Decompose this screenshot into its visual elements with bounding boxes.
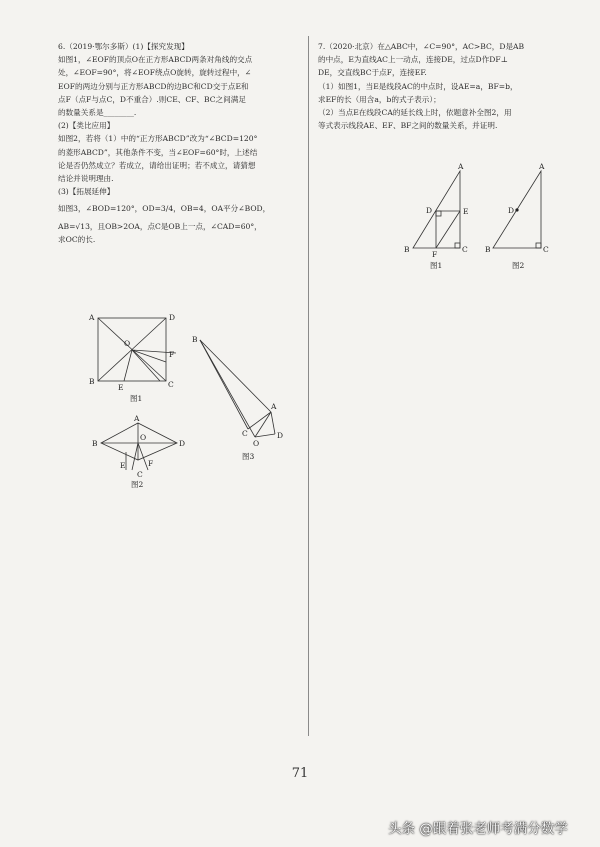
label-c: C — [242, 429, 248, 438]
segment-ac — [248, 412, 271, 429]
label-b: B — [92, 439, 98, 448]
segment-ad — [271, 412, 275, 434]
ray-oe-2 — [132, 443, 138, 470]
label-f: F — [432, 250, 438, 259]
problem-7-line: DE，交直线BC于点F，连接EF. — [318, 68, 427, 78]
label-a: A — [458, 162, 464, 171]
label-o: O — [253, 439, 260, 448]
label-f: F — [148, 459, 154, 468]
problem-6-line: (3)【拓展延伸】 — [58, 187, 115, 197]
problem-6-line: 处，∠EOF=90°，将∠EOF绕点O旋转，旋转过程中，∠ — [58, 68, 252, 78]
watermark: 头条 @跟着张老师考满分数学 — [388, 821, 568, 837]
problem-7-line: （1）如图1，当E是线段AC的中点时，设AE=a，BF=b， — [318, 81, 518, 91]
label-c: C — [168, 380, 174, 389]
label-a: A — [271, 402, 277, 411]
label-c: C — [137, 470, 143, 479]
problem-7-line: 的中点，E为直线AC上一动点，连接DE，过点D作DF⊥ — [318, 55, 508, 65]
problem-6-line: EOF的两边分别与正方形ABCD的边BC和CD交于点E和 — [58, 81, 249, 91]
caption-p6-fig3: 图3 — [242, 452, 255, 461]
label-o: O — [140, 433, 147, 442]
label-b: B — [192, 335, 198, 344]
caption-p6-fig1: 图1 — [130, 394, 143, 403]
problem-6-line: 求OC的长. — [58, 234, 96, 244]
caption-p7-fig1: 图1 — [430, 261, 443, 270]
p6-fig1 — [98, 318, 176, 381]
ray-oe — [124, 350, 132, 381]
problem-6-line: 的菱形ABCD”，其他条件不变，当∠EOF=60°时，上述结 — [58, 147, 258, 157]
problem-7-line: 等式表示线段AE、EF、BF之间的数量关系，并证明. — [318, 121, 498, 131]
problem-6-line: 6.（2019·鄂尔多斯）(1)【探究发现】 — [58, 42, 189, 51]
right-angle-c-2 — [536, 243, 541, 248]
label-b: B — [89, 377, 95, 386]
point-d-marker — [515, 208, 518, 211]
caption-p7-fig2: 图2 — [512, 261, 525, 270]
problem-7-line: （2）当点E在线段CA的延长线上时，依题意补全图2，用 — [318, 108, 512, 118]
problem-6-line: 如图3，∠BOD=120°，OD=3/4，OB=4，OA平分∠BOD， — [58, 204, 271, 214]
problem-7-line: 7.（2020·北京）在△ABC中，∠C=90°，AC>BC，D是AB — [318, 42, 525, 51]
problem-6-line: (2)【类比应用】 — [58, 121, 115, 131]
segment-oa — [255, 412, 271, 437]
label-e: E — [463, 207, 469, 216]
label-e: E — [120, 461, 126, 470]
label-a: A — [134, 414, 140, 423]
problem-6-line: 论是否仍然成立？若成立，请给出证明；若不成立，请猜想 — [58, 160, 256, 170]
problem-6-line: 点F（点F与点C，D不重合）.则CE、CF、BC之间满足 — [58, 94, 246, 104]
rhombus-abcd — [101, 423, 177, 460]
page-number: 71 — [291, 766, 309, 781]
label-d: D — [508, 206, 515, 215]
label-d: D — [426, 206, 433, 215]
problem-6-line: 如图2，若将（1）中的“正方形ABCD”改为“∠BCD=120° — [58, 134, 258, 144]
label-d: D — [179, 439, 186, 448]
label-a: A — [89, 313, 95, 322]
problem-6-line: 如图1，∠EOF的顶点O在正方形ABCD两条对角线的交点 — [58, 55, 253, 65]
label-b: B — [485, 245, 491, 254]
p6-fig3 — [200, 340, 275, 437]
segment-ba — [200, 340, 271, 412]
label-a: A — [539, 162, 545, 171]
problem-7-line: 求EF的长（用含a，b的式子表示）； — [318, 94, 441, 104]
triangle-abc — [413, 171, 460, 248]
problem-6-line: AB=√13，且OB>2OA，点C是OB上一点，∠CAD=60°， — [58, 221, 262, 231]
segment-ef — [436, 211, 460, 248]
problem-6-line: 的数量关系是________. — [58, 108, 137, 118]
p6-fig2 — [101, 423, 177, 470]
label-d: D — [277, 431, 284, 440]
label-f: F — [169, 350, 175, 359]
p7-fig1 — [413, 171, 460, 248]
label-b: B — [404, 245, 410, 254]
problem-6-line: 结论并说明理由. — [58, 174, 114, 184]
caption-p6-fig2: 图2 — [131, 480, 144, 489]
label-c: C — [462, 245, 468, 254]
right-angle-c — [455, 243, 460, 248]
label-o: O — [124, 339, 131, 348]
segment-od — [255, 434, 275, 437]
right-angle-d — [436, 211, 441, 216]
segment-bc — [200, 340, 248, 429]
label-c: C — [543, 245, 549, 254]
label-e: E — [118, 383, 124, 392]
label-d: D — [169, 313, 176, 322]
